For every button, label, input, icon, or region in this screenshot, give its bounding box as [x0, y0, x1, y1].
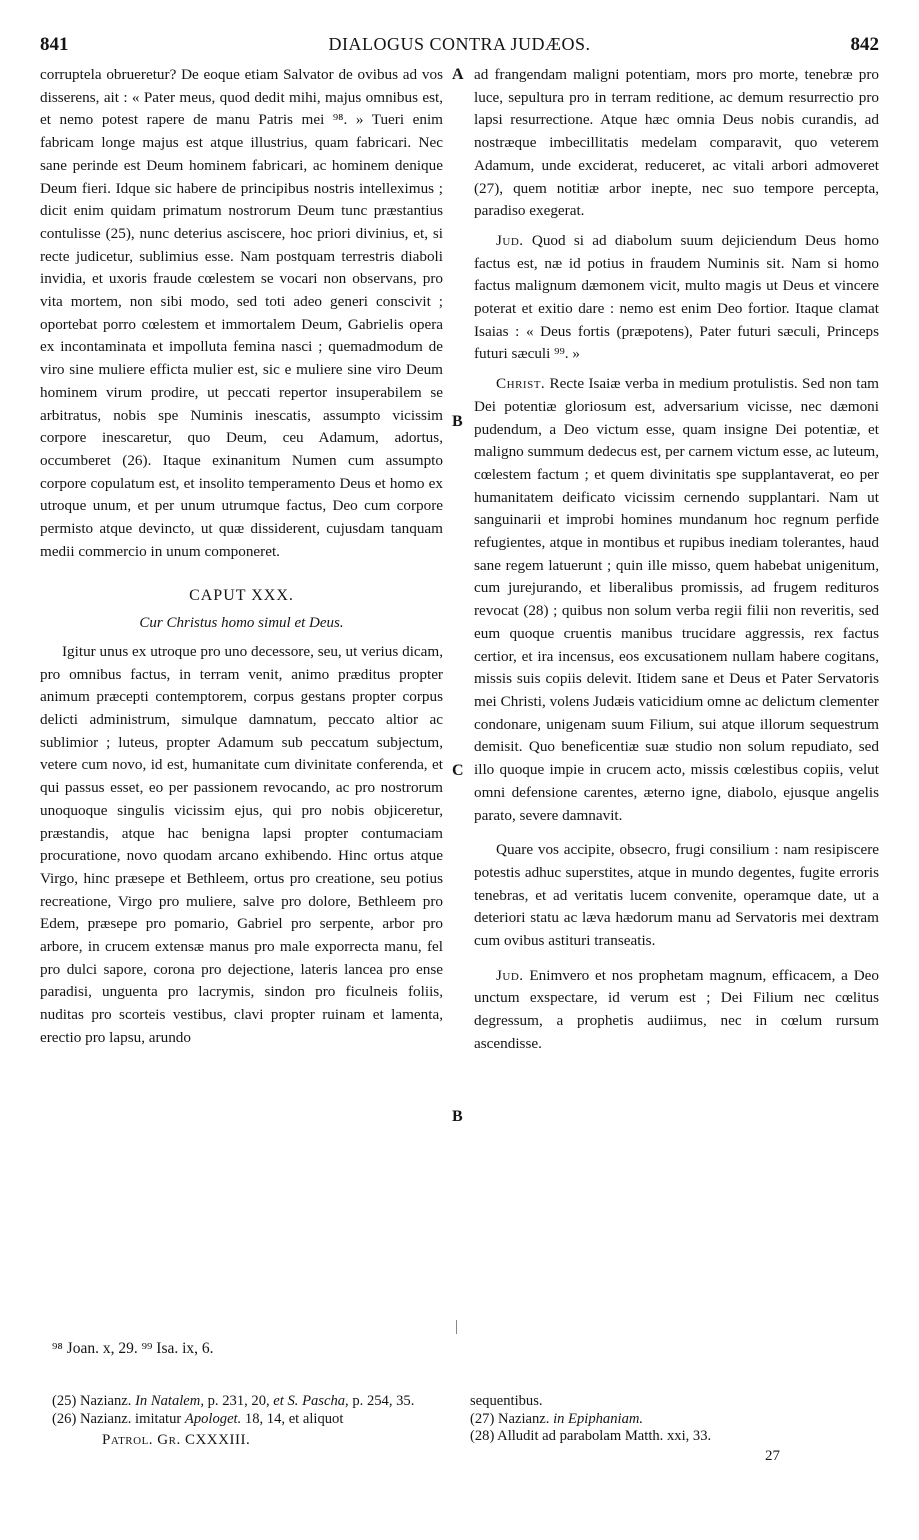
page-number-left: 841 [40, 34, 69, 55]
footnote-27 [470, 1411, 880, 1429]
margin-letter-c: C [452, 762, 464, 779]
footnote-text: 18, 14, et aliquot [241, 1410, 344, 1427]
right-paragraph-4: Quare vos accipite, obsecro, frugi consilium : nam resipiscere potestis adhuc superstites, atque in mundo degentes, fugite erroris tenebras, et ad veritatis lucem convenite, operamque date, ut a deteriori statu ac læva hædorum manu ad Servatoris mei dextram cum ovibus astituri transeatis. [474, 841, 879, 950]
footnotes-right [470, 1393, 880, 1465]
right-paragraph-1: ad frangendam maligni potentiam, mors pro morte, tenebræ pro luce, sepultura pro in terram reditione, ac demum resurrectio pro lapsi resurrectione. Atque hæc omnia Deus nobis curandis, ad nostræque imbecillitatis medelam comparavit, quo veterem Adamum, unde exciderat, reduceret, ac vitali arbori admoveret (27), quem notitiæ arbor inepte, nec suo tempore percepta, paradiso exegerat. [474, 66, 879, 220]
chapter-subtitle: Cur Christus homo simul et Deus. [139, 615, 344, 632]
footnote-title: Apologet. [184, 1410, 242, 1427]
footnote-text: (27) Nazianz. [470, 1410, 554, 1427]
volume-signature: Patrol. Gr. CXXXIII. [102, 1432, 251, 1449]
speech-text: Enimvero et nos prophetam magnum, efficacem, a Deo unctum exspectare, id verum est ; Dei Filium nec cœlitus degressum, a prophetis audiimus, nec in cœlum rursum ascendisse. [474, 966, 879, 1052]
running-title: DIALOGUS CONTRA JUDÆOS. [328, 34, 591, 54]
margin-letter-a: A [452, 66, 464, 83]
running-header [0, 34, 919, 58]
chapter-heading: CAPUT XXX. [189, 587, 294, 605]
footnote-title: In Natalem [135, 1393, 201, 1409]
speaker-label: Jud. [496, 966, 524, 984]
footnote-25 [52, 1393, 444, 1411]
right-paragraph-3 [474, 373, 879, 827]
speaker-label: Christ. [496, 375, 546, 393]
footnote-26-continued: sequentibus. [470, 1393, 543, 1409]
footnote-title: in Epiphaniam. [553, 1410, 644, 1427]
speech-text: Quod si ad diabolum suum dejiciendum Deus homo factus est, næ id potius in fraudem Numinis sit. Nam si homo factus malignum dæmonem vicit, multo magis ut Deus et vincere poterat et exitio dare : nemo est enim Deo fortior. Itaque clamat Isaias : « Deus fortis (præpotens), Pater futuri sæculi, Princeps futuri sæculi ⁹⁹. » [474, 231, 879, 363]
scripture-references: ⁹⁸ Joan. x, 29. ⁹⁹ Isa. ix, 6. [52, 1340, 214, 1357]
gathering-signature: 27 [765, 1447, 780, 1464]
column-rule-mark [456, 1320, 457, 1334]
right-paragraph-2 [474, 230, 879, 366]
speaker-label: Jud. [496, 231, 524, 249]
right-column [474, 64, 879, 1056]
margin-letter-b: B [452, 413, 463, 430]
speech-text: Recte Isaiæ verba in medium protulistis. Sed non tam Dei potentiæ gloriosum est, adversarium vicisse, nec dæmoni pudendum, a Deo victum esse, quam insigne Dei potentiæ, et maligno summum dedecus est, per carnem victum esse, ac luteum, cœlestem factum ; et quem divinitatis spe supplantaverat, eo per humanitatem deificato vicissim cernendo supplantari. Nam ut sanguinarii et improbi homines mundanum hoc regnum perfide refugientes, atque in montibus et rupibus inediam tolerantes, haud sane regem latuerunt ; quin ille misso, quem habebat unigenitum, cum jurejurando, et liberalibus promissis, ad frugem redituros revocat (28) ; quibus non solum verba regii filii non reveritis, sed eum quoque cruentis manibus trucidare aggressis, rex factus certior, et ira incensus, eos excusationem nullam habere cogitans, missis suis copiis delevit. Itidem sane et Deus et Pater Servatoris mei Christi, volens Judæis vaticidium omne ac delictum clementer condonare, unigenam suum Filium, sui atque illorum sequestrum demisit. Quo beneficentiæ suæ studio non solum repudiato, sed illo quoque impie in crucem acto, missis cœlestibus copiis, velut omni defensione carentes, æterno igne, diabolo, ejusque angelis parato, severe damnavit. [474, 375, 879, 824]
right-paragraph-5 [474, 965, 879, 1056]
footnote-28: (28) Alludit ad parabolam Matth. xxi, 33. [470, 1428, 712, 1445]
margin-letter-b-second: B [452, 1108, 463, 1125]
footnote-text: (26) Nazianz. imitatur [52, 1410, 185, 1427]
footnote-text: , p. 231, 20, [200, 1393, 274, 1409]
footnote-text: , p. 254, 35. [345, 1393, 415, 1409]
footnotes-left [52, 1393, 444, 1450]
page-number-right: 842 [850, 34, 879, 55]
left-column [40, 64, 443, 1050]
footnote-title: et S. Pascha [273, 1393, 346, 1409]
left-paragraph-1: corruptela obrueretur? De eoque etiam Salvator de ovibus ad vos disserens, ait : « Pater meus, quod dedit mihi, majus omnibus est, et nemo potest rapere de manu Patris mei ⁹⁸. » Tueri enim fabricam longe majus est atque illustrius, quam fabricari. Nec sane perinde est Deum hominem fabricari, ac hominem denique Deum fieri. Idque sic habere de principibus nostris intelleximus ; dicit enim quidam primatum nostrorum Deum tunc præstantius contulisse (25), nunc deterius asciscere, hoc priori divinius, et, si recte judicetur, sublimius esse. Nam postquam terrestris diaboli invidia, et uxoris fraude cœlestem se vocari non observans, pro vita mortem, non sibi modo, sed toti adeo generi conscivit ; oportebat porro cœlestem et immortalem Deum, Gabrielis opera ex incontaminata et impolluta femina nasci ; quemadmodum de viro sine muliere efficta mulier est, sic e muliere sine viro Deum hominem virum prodire, ut peccati repertor insuperabilem se arbitratus, nobis spe Numinis inescatis, assumpto vicissim corpore inescaretur, quo Deum, ceu Adamum, adortus, occumberet (26). Itaque exinanitum Numen cum assumpto corpore copulatum est, et insolito temperamento Deus et homo ex utroque unum, et per unum utrumque factus, Deo cum corpore permisto atque devincto, ut quæ dissiderent, cujusdam tanquam medii commercio in unum componeret. [40, 66, 443, 560]
footnote-26 [52, 1411, 444, 1429]
left-paragraph-2: Igitur unus ex utroque pro uno decessore, seu, ut verius dicam, pro omnibus factus, in terram venit, animo præditus propter animum præcepti contemptorem, corpus gestans propter corpus delicti administrum, simulque damnatum, peccato altior ac sublimior ; luteus, propter Adamum sub peccatum subjectum, vetere cum novo, id est, humanitate cum divinitate conferenda, et qui passus esset, eo per passionem revocando, ac pro nostrorum unoquoque singulis vicissim ejus, qui pro nobis objiceretur, præstandis, atque hac benigna lapsi propter contumaciam procuratione, novo quodam arcano exhibendo. Hinc ortus atque Virgo, hinc præsepe et Bethleem, ortus pro creatione, seu potius recreatione, Virgo pro muliere, salve pro dolore, Bethleem pro Edem, præsepe pro pomario, Gabriel pro serpente, arbor pro arbore, in crucem extensæ manus pro male exporrecta manu, fel pro dulci sapore, corona pro dejectione, lateris lancea pro ense paradisi, unguenta pro lacrymis, sindon pro ficulneis foliis, nuditas pro scorteis vestibus, clavi propter ruinam et lamenta, erectio pro lapsu, arundo [40, 642, 443, 1046]
footnote-text: (25) Nazianz. [52, 1393, 136, 1409]
